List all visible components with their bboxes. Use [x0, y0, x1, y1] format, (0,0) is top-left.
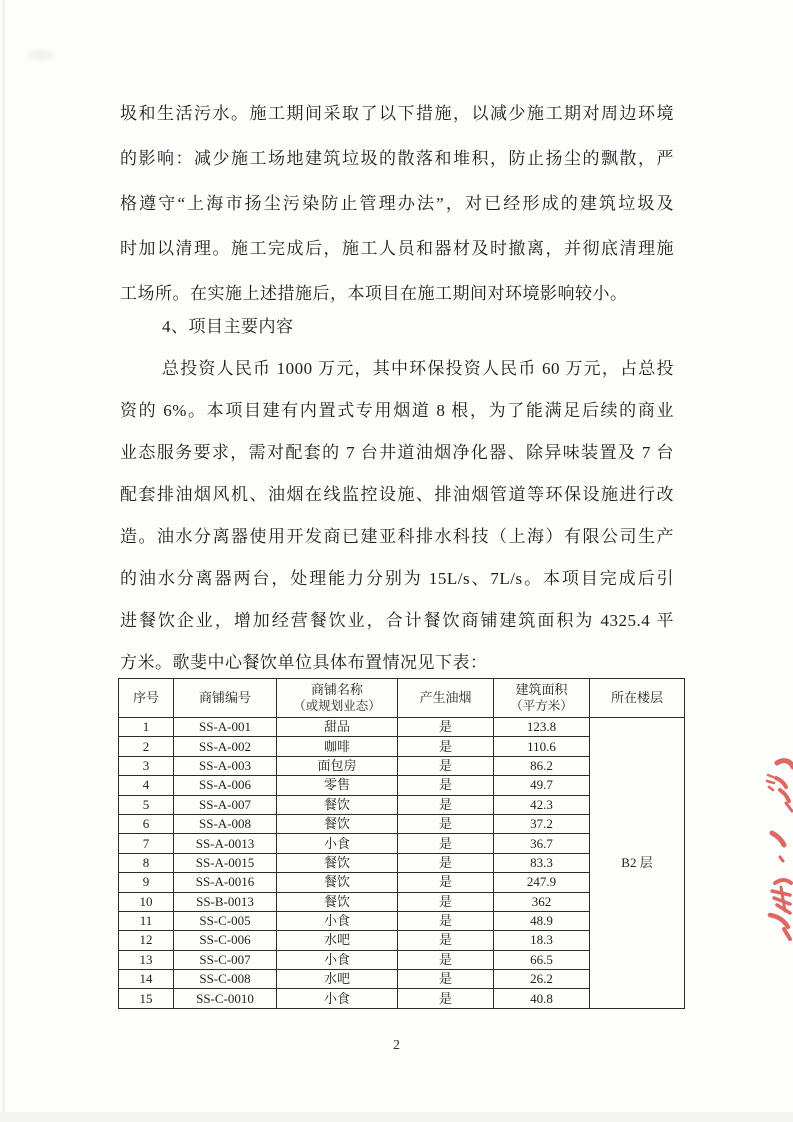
- cell-shop-name: 餐饮: [277, 892, 398, 911]
- cell-index: 8: [119, 853, 174, 872]
- table-header-row: [119, 679, 685, 718]
- col-header-label: 建筑面积: [515, 682, 568, 697]
- cell-shop-name: 水吧: [277, 931, 398, 950]
- cell-shop-name: 餐饮: [277, 814, 398, 833]
- cell-shop-name: 小食: [277, 950, 398, 969]
- cell-index: 9: [119, 873, 174, 892]
- cell-shop-code: SS-A-0016: [174, 873, 277, 892]
- text-line: 方米。歌斐中心餐饮单位具体布置情况见下表：: [120, 653, 488, 672]
- cell-area: 247.9: [494, 873, 590, 892]
- cell-area: 37.2: [494, 814, 590, 833]
- text-line: 资的 6%。本项目建有内置式专用烟道 8 根，为了能满足后续的商业: [120, 401, 674, 420]
- scan-edge: [2, 0, 5, 1122]
- col-header-label: 商铺名称: [310, 682, 363, 697]
- cell-index: 10: [119, 892, 174, 911]
- col-header-label: 序号: [132, 690, 159, 705]
- col-header-shop-name: [277, 679, 398, 718]
- text-line: 进餐饮企业，增加经营餐饮业，合计餐饮商铺建筑面积为 4325.4 平: [120, 611, 674, 630]
- cell-area: 362: [494, 892, 590, 911]
- cell-fume: 是: [398, 776, 494, 795]
- cell-area: 66.5: [494, 950, 590, 969]
- text-line: 圾和生活污水。施工期间采取了以下措施，以减少施工期对周边环境: [120, 104, 674, 123]
- scan-artifact: [28, 50, 54, 60]
- official-seal-fragment: [750, 745, 793, 945]
- cell-index: 4: [119, 776, 174, 795]
- cell-shop-code: SS-A-0015: [174, 853, 277, 872]
- shops-table-body: [119, 718, 685, 1009]
- col-header-sublabel: （或规划业态）: [293, 699, 381, 713]
- cell-shop-name: 餐饮: [277, 853, 398, 872]
- col-header-label: 产生油烟: [419, 690, 472, 705]
- cell-area: 48.9: [494, 911, 590, 930]
- cell-shop-name: 小食: [277, 911, 398, 930]
- cell-fume: 是: [398, 853, 494, 872]
- cell-fume: 是: [398, 834, 494, 853]
- col-header-area: [494, 679, 590, 718]
- cell-area: 123.8: [494, 718, 590, 737]
- cell-fume: 是: [398, 970, 494, 989]
- cell-index: 7: [119, 834, 174, 853]
- cell-area: 40.8: [494, 989, 590, 1008]
- text-line: 配套排油烟风机、油烟在线监控设施、排油烟管道等环保设施进行改: [120, 485, 674, 504]
- cell-shop-code: SS-A-001: [174, 718, 277, 737]
- cell-shop-name: 餐饮: [277, 795, 398, 814]
- cell-fume: 是: [398, 814, 494, 833]
- cell-shop-name: 面包房: [277, 756, 398, 775]
- col-header-index: [119, 679, 174, 718]
- paragraph-project-content: [120, 348, 674, 684]
- text-line: 的油水分离器两台，处理能力分别为 15L/s、7L/s。本项目完成后引: [120, 569, 674, 588]
- scan-edge: [0, 1112, 793, 1122]
- cell-shop-name: 小食: [277, 989, 398, 1008]
- cell-area: 36.7: [494, 834, 590, 853]
- cell-shop-code: SS-C-0010: [174, 989, 277, 1008]
- text-line: 工场所。在实施上述措施后，本项目在施工期间对环境影响较小。: [120, 284, 628, 303]
- section-heading: 4、项目主要内容: [162, 317, 294, 336]
- table-row: [119, 718, 685, 737]
- cell-shop-code: SS-A-003: [174, 756, 277, 775]
- cell-index: 11: [119, 911, 174, 930]
- cell-index: 6: [119, 814, 174, 833]
- cell-shop-code: SS-A-006: [174, 776, 277, 795]
- cell-fume: 是: [398, 950, 494, 969]
- col-header-floor: [590, 679, 685, 718]
- cell-index: 15: [119, 989, 174, 1008]
- cell-shop-code: SS-B-0013: [174, 892, 277, 911]
- cell-index: 2: [119, 737, 174, 756]
- cell-shop-code: SS-A-007: [174, 795, 277, 814]
- col-header-shop-code: [174, 679, 277, 718]
- text-line: 总投资人民币 1000 万元，其中环保投资人民币 60 万元，占总投: [162, 359, 674, 378]
- cell-fume: 是: [398, 873, 494, 892]
- cell-area: 110.6: [494, 737, 590, 756]
- cell-index: 1: [119, 718, 174, 737]
- col-header-label: 所在楼层: [610, 690, 663, 705]
- cell-area: 18.3: [494, 931, 590, 950]
- col-header-label: 商铺编号: [198, 690, 251, 705]
- cell-shop-name: 餐饮: [277, 873, 398, 892]
- cell-shop-code: SS-C-005: [174, 911, 277, 930]
- cell-shop-code: SS-A-008: [174, 814, 277, 833]
- cell-floor-merged: B2 层: [590, 718, 685, 1009]
- text-line: 业态服务要求，需对配套的 7 台井道油烟净化器、除异味装置及 7 台: [120, 443, 674, 462]
- cell-area: 83.3: [494, 853, 590, 872]
- cell-fume: 是: [398, 892, 494, 911]
- text-line: 造。油水分离器使用开发商已建亚科排水科技（上海）有限公司生产: [120, 527, 674, 546]
- cell-shop-name: 甜品: [277, 718, 398, 737]
- col-header-fume: [398, 679, 494, 718]
- cell-fume: 是: [398, 737, 494, 756]
- cell-shop-code: SS-C-007: [174, 950, 277, 969]
- cell-shop-code: SS-C-006: [174, 931, 277, 950]
- cell-fume: 是: [398, 911, 494, 930]
- cell-fume: 是: [398, 795, 494, 814]
- cell-index: 3: [119, 756, 174, 775]
- cell-index: 5: [119, 795, 174, 814]
- paragraph-construction-measures: [120, 91, 674, 316]
- cell-index: 13: [119, 950, 174, 969]
- shops-table: [118, 678, 685, 1009]
- text-line: 时加以清理。施工完成后，施工人员和器材及时撤离，并彻底清理施: [120, 239, 674, 258]
- cell-area: 49.7: [494, 776, 590, 795]
- cell-fume: 是: [398, 756, 494, 775]
- cell-shop-name: 水吧: [277, 970, 398, 989]
- cell-area: 42.3: [494, 795, 590, 814]
- cell-area: 86.2: [494, 756, 590, 775]
- cell-index: 12: [119, 931, 174, 950]
- cell-area: 26.2: [494, 970, 590, 989]
- cell-shop-code: SS-A-002: [174, 737, 277, 756]
- cell-shop-name: 咖啡: [277, 737, 398, 756]
- cell-fume: 是: [398, 931, 494, 950]
- col-header-sublabel: （平方米）: [510, 699, 573, 713]
- text-line: 格遵守“上海市扬尘污染防止管理办法”，对已经形成的建筑垃圾及: [120, 194, 674, 213]
- text-line: 的影响：减少施工场地建筑垃圾的散落和堆积，防止扬尘的飘散，严: [120, 149, 674, 168]
- cell-shop-code: SS-A-0013: [174, 834, 277, 853]
- cell-fume: 是: [398, 718, 494, 737]
- cell-index: 14: [119, 970, 174, 989]
- cell-fume: 是: [398, 989, 494, 1008]
- cell-shop-name: 小食: [277, 834, 398, 853]
- cell-shop-name: 零售: [277, 776, 398, 795]
- page-number: 2: [393, 1038, 400, 1053]
- cell-shop-code: SS-C-008: [174, 970, 277, 989]
